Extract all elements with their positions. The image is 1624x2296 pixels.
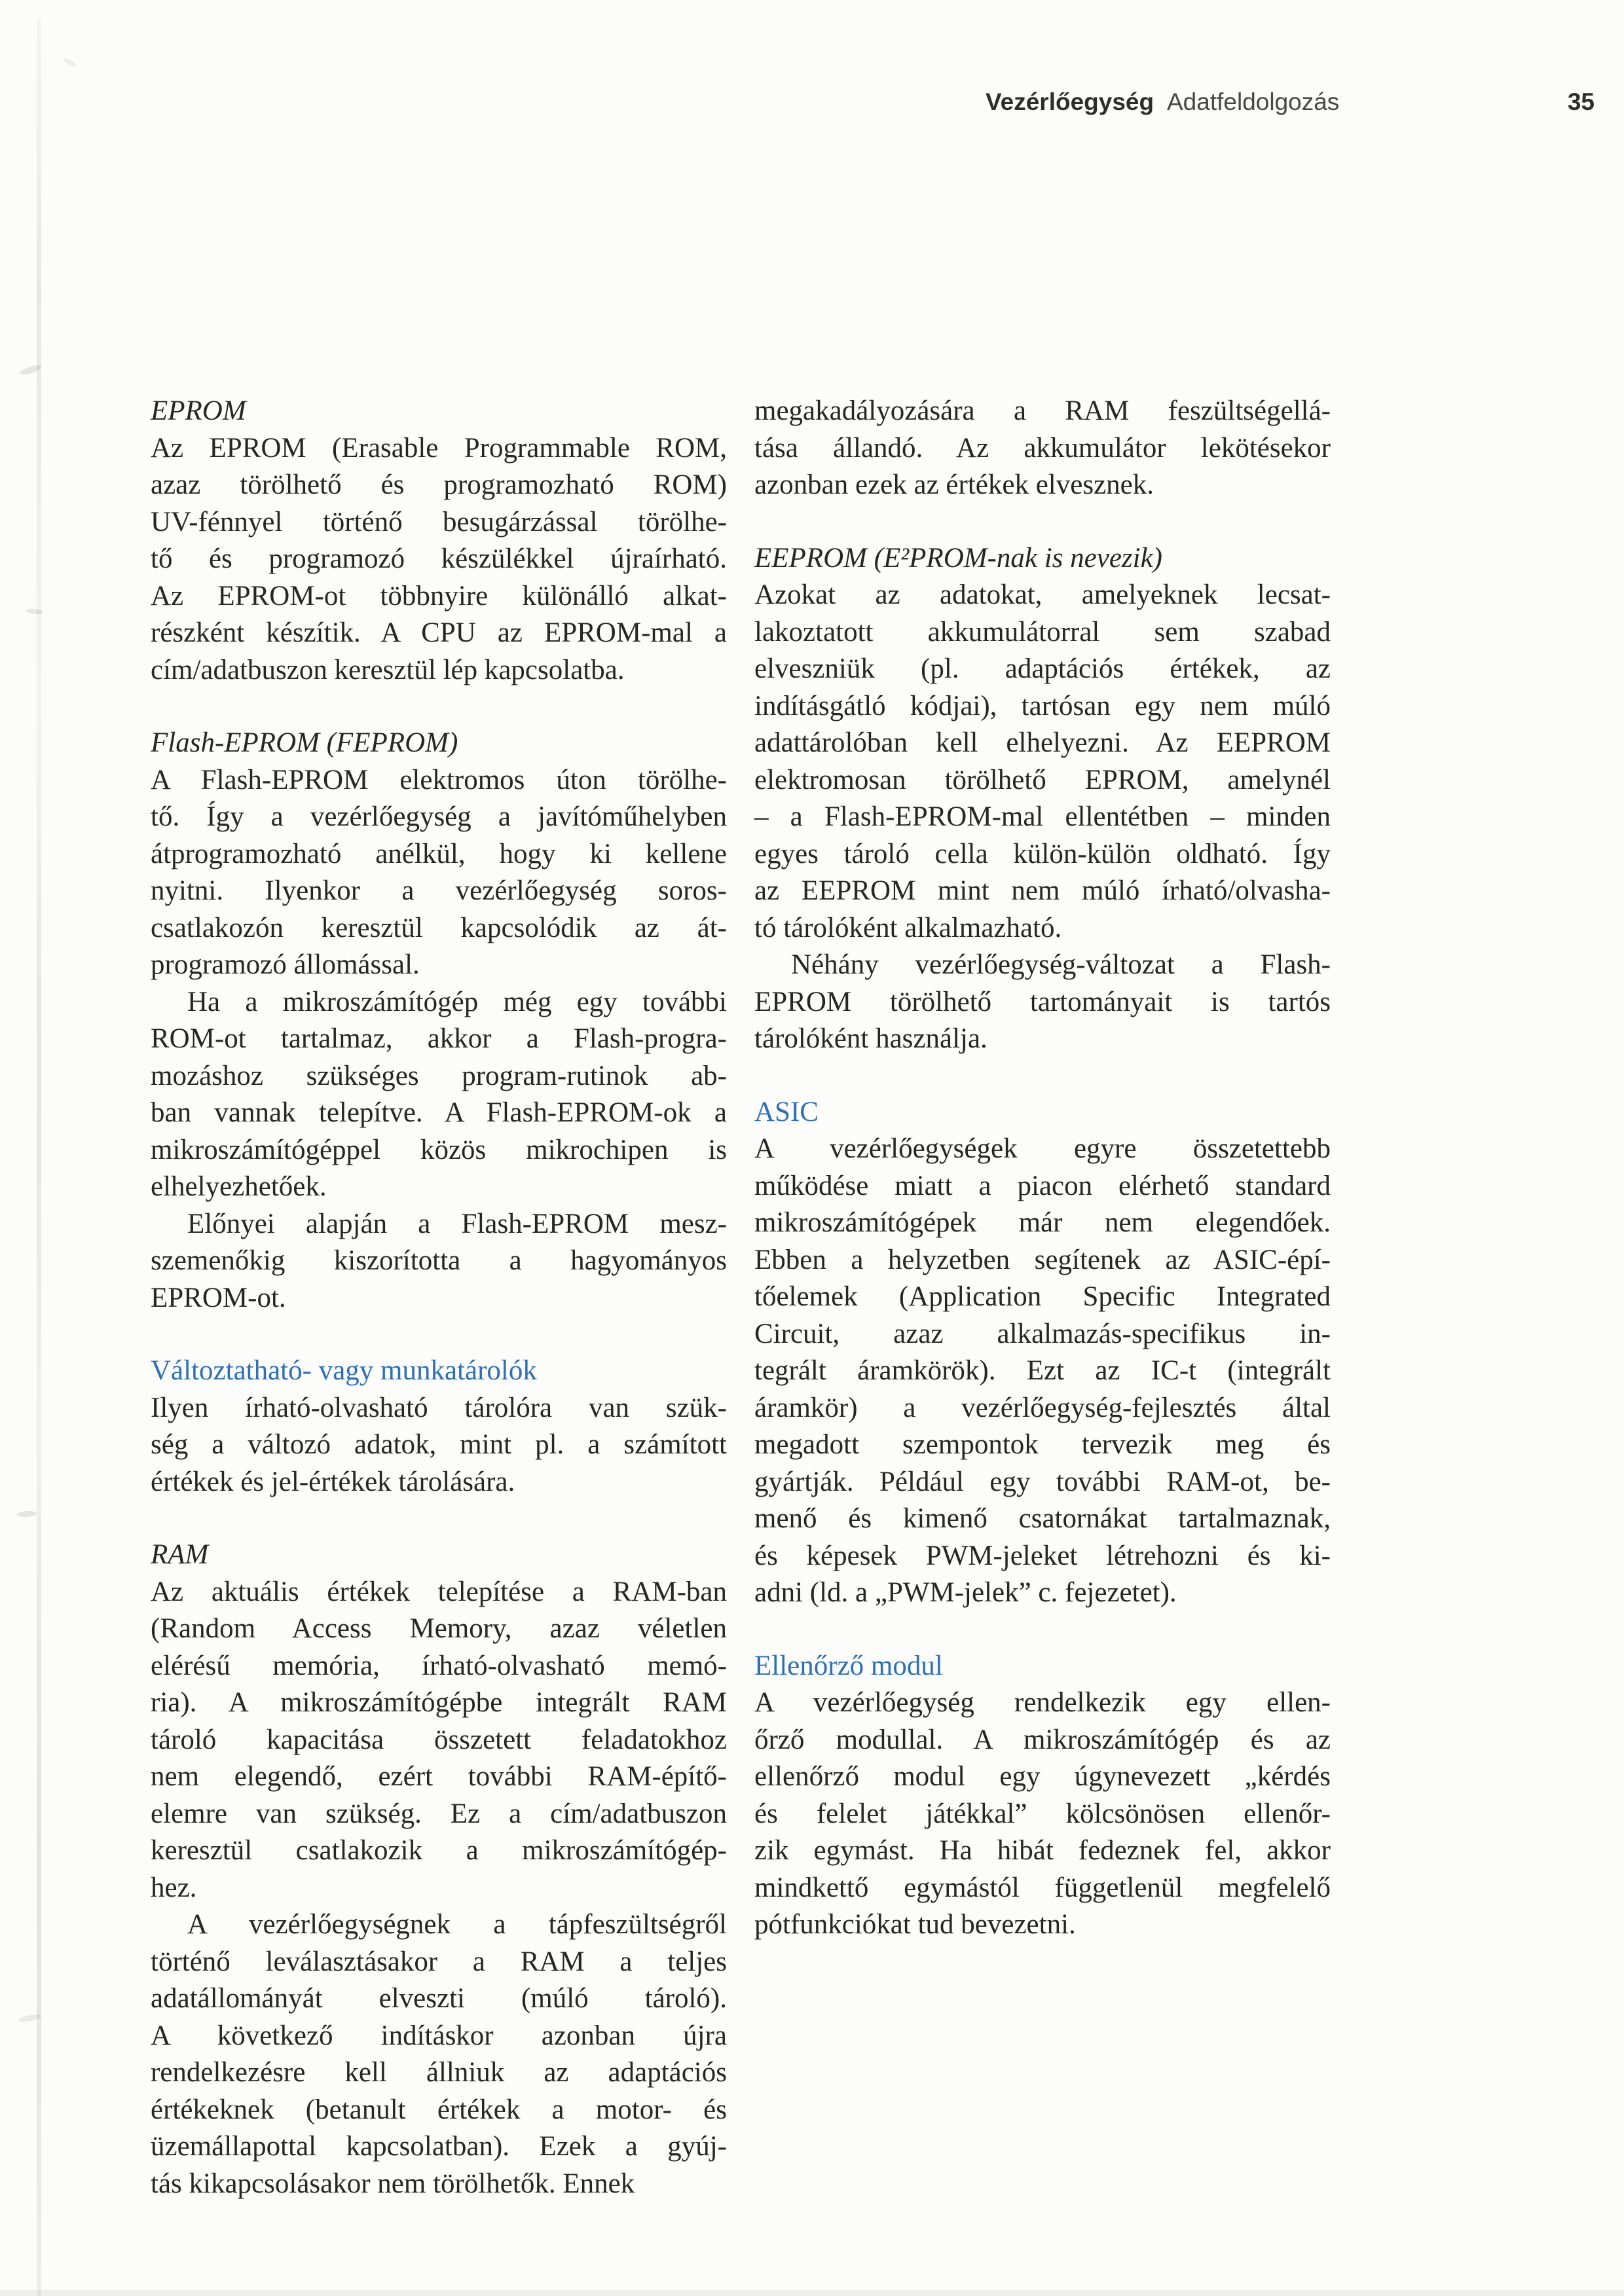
text-line: az EEPROM mint nem múló írható/olvasha-	[754, 875, 1331, 906]
scan-smudge-artifact	[17, 1510, 37, 1518]
text-line: adatállományát elveszti (múló tároló).	[151, 1983, 727, 2014]
text-line: mikroszámítógéppel közös mikrochipen is	[151, 1134, 727, 1165]
text-section	[754, 393, 1331, 504]
text-section	[151, 1353, 727, 1501]
text-line: tő. Így a vezérlőegység a javítóműhelyben	[151, 801, 727, 832]
text-line: UV-fénnyel történő besugárzással törölhe-	[151, 506, 727, 538]
text-line: csatlakozón keresztül kapcsolódik az át-	[151, 912, 727, 943]
text-line: ség a változó adatok, mint pl. a számított	[151, 1429, 727, 1460]
paragraph	[754, 393, 1331, 504]
header-chapter-title: Vezérlőegység	[986, 88, 1154, 115]
text-line: gyártják. Például egy további RAM-ot, be-	[754, 1466, 1331, 1497]
text-line: menő és kimenő csatornákat tartalmaznak,	[754, 1503, 1331, 1534]
text-line: pótfunkciókat tud bevezetni.	[754, 1909, 1076, 1940]
scan-bottom-edge-artifact	[0, 2290, 1624, 2296]
text-line: elektromosan törölhető EPROM, amelynél	[754, 764, 1331, 795]
section-heading: Változtatható- vagy munkatárolók	[151, 1355, 537, 1386]
text-line: EPROM törölhető tartományait is tartós	[754, 986, 1331, 1017]
text-line: értékek és jel-értékek tárolására.	[151, 1466, 515, 1497]
paragraph	[754, 947, 1331, 1058]
text-line: Ilyen írható-olvasható tárolóra van szük-	[151, 1392, 727, 1423]
text-line: azaz törölhető és programozható ROM)	[151, 469, 727, 500]
text-line: (Random Access Memory, azaz véletlen	[151, 1613, 727, 1644]
paragraph	[151, 984, 727, 1206]
text-line: elérésű memória, írható-olvasható memó-	[151, 1650, 727, 1681]
text-line: Az aktuális értékek telepítése a RAM-ban	[151, 1576, 727, 1607]
section-heading: Ellenőrző modul	[754, 1650, 943, 1681]
text-line: nyitni. Ilyenkor a vezérlőegység soros-	[151, 875, 727, 906]
text-line: mindkettő egymástól függetlenül megfelelő	[754, 1872, 1331, 1903]
text-line: programozó állomással.	[151, 949, 420, 980]
text-section	[151, 393, 727, 689]
text-line: hez.	[151, 1872, 197, 1903]
running-header	[0, 86, 1624, 126]
text-line: tó tárolóként alkalmazható.	[754, 912, 1062, 943]
paragraph	[151, 430, 727, 689]
section-heading: Flash-EPROM (FEPROM)	[151, 727, 458, 758]
text-line: mozáshoz szükséges program-rutinok ab-	[151, 1060, 727, 1091]
text-line: A vezérlőegységek egyre összetettebb	[754, 1133, 1331, 1164]
text-line: lakoztatott akkumulátorral sem szabad	[754, 616, 1331, 647]
text-line: tő és programozó készülékkel újraírható.	[151, 543, 727, 574]
section-heading: EPROM	[151, 395, 246, 426]
text-line: őrző modullal. A mikroszámítógép és az	[754, 1724, 1331, 1755]
text-line: részként készítik. A CPU az EPROM-mal a	[151, 617, 727, 648]
text-line: Azokat az adatokat, amelyeknek lecsat-	[754, 579, 1331, 610]
text-line: megakadályozására a RAM feszültségellá-	[754, 395, 1331, 426]
text-line: és képesek PWM-jeleket létrehozni és ki-	[754, 1540, 1331, 1571]
text-line: ban vannak telepítve. A Flash-EPROM-ok a	[151, 1097, 727, 1128]
paragraph	[151, 1574, 727, 1907]
text-line: tőelemek (Application Specific Integrated	[754, 1281, 1331, 1312]
paragraph	[151, 762, 727, 984]
paragraph	[754, 577, 1331, 947]
text-line: azonban ezek az értékek elvesznek.	[754, 469, 1154, 500]
text-line: adattárolóban kell elhelyezni. Az EEPROM	[754, 727, 1331, 758]
text-line: ria). A mikroszámítógépbe integrált RAM	[151, 1687, 727, 1718]
text-line: üzemállapottal kapcsolatban). Ezek a gyúj-	[151, 2131, 727, 2162]
text-line: ROM-ot tartalmaz, akkor a Flash-progra-	[151, 1023, 727, 1054]
text-line: elhelyezhetőek.	[151, 1171, 327, 1202]
text-section	[754, 1094, 1331, 1612]
text-column-left	[151, 393, 727, 2202]
text-line: Előnyei alapján a Flash-EPROM mesz-	[187, 1208, 727, 1239]
text-line: nem elegendő, ezért további RAM-építő-	[151, 1761, 727, 1792]
text-line: Circuit, azaz alkalmazás-specifikus in-	[754, 1318, 1331, 1349]
text-line: elemre van szükség. Ez a cím/adatbuszon	[151, 1798, 727, 1829]
text-line: Ha a mikroszámítógép még egy további	[187, 986, 727, 1017]
paragraph	[151, 1390, 727, 1501]
section-heading: RAM	[151, 1539, 209, 1570]
text-line: A vezérlőegységnek a tápfeszültségről	[187, 1909, 727, 1940]
text-line: cím/adatbuszon keresztül lép kapcsolatba.	[151, 654, 625, 685]
text-line: zik egymást. Ha hibát fedeznek fel, akkor	[754, 1835, 1331, 1866]
text-line: rendelkezésre kell állniuk az adaptációs	[151, 2057, 727, 2088]
paragraph	[754, 1685, 1331, 1944]
text-line: keresztül csatlakozik a mikroszámítógép-	[151, 1835, 727, 1866]
text-line: átprogramozható anélkül, hogy ki kellene	[151, 838, 727, 869]
section-heading: EEPROM (E²PROM-nak is nevezik)	[754, 542, 1162, 574]
text-line: mikroszámítógépek már nem elegendőek.	[754, 1207, 1331, 1238]
text-line: ellenőrző modul egy úgynevezett „kérdés	[754, 1761, 1331, 1792]
text-line: szemenőkig kiszorította a hagyományos	[151, 1245, 727, 1276]
text-line: történő leválasztásakor a RAM a teljes	[151, 1946, 727, 1977]
header-section-title: Adatfeldolgozás	[1167, 88, 1340, 115]
scan-binding-artifact	[37, 18, 41, 2296]
text-line: adni (ld. a „PWM-jelek” c. fejezetet).	[754, 1577, 1177, 1608]
text-line: Az EPROM-ot többnyire különálló alkat-	[151, 580, 727, 611]
text-line: EPROM-ot.	[151, 1282, 286, 1313]
scan-smudge-artifact	[63, 57, 78, 68]
text-line: A következő indításkor azonban újra	[151, 2020, 727, 2051]
text-section	[754, 1648, 1331, 1944]
text-line: Néhány vezérlőegység-változat a Flash-	[791, 949, 1331, 980]
text-line: tároló kapacitása összetett feladatokhoz	[151, 1724, 727, 1755]
text-section	[151, 1537, 727, 2202]
text-line: tegrált áramkörök). Ezt az IC-t (integrált	[754, 1355, 1331, 1386]
paragraph	[754, 1131, 1331, 1612]
text-line: tása állandó. Az akkumulátor lekötésekor	[754, 432, 1331, 464]
section-heading: ASIC	[754, 1096, 819, 1127]
text-section	[151, 725, 727, 1317]
paragraph	[151, 1206, 727, 1317]
text-line: áramkör) a vezérlőegység-fejlesztés által	[754, 1392, 1331, 1423]
text-line: megadott szempontok tervezik meg és	[754, 1429, 1331, 1460]
text-column-right	[754, 393, 1331, 1944]
text-line: Ebben a helyzetben segítenek az ASIC-épí-	[754, 1244, 1331, 1275]
text-line: elveszniük (pl. adaptációs értékek, az	[754, 653, 1331, 684]
text-line: működése miatt a piacon elérhető standard	[754, 1170, 1331, 1201]
page-number: 35	[1567, 88, 1595, 115]
text-line: egyes tároló cella külön-külön oldható. Így	[754, 838, 1331, 869]
text-line: indításgátló kódjai), tartósan egy nem múló	[754, 690, 1331, 721]
text-line: és felelet játékkal” kölcsönösen ellenőr-	[754, 1798, 1331, 1829]
text-line: – a Flash-EPROM-mal ellentétben – minden	[754, 801, 1331, 832]
text-line: A Flash-EPROM elektromos úton törölhe-	[151, 764, 727, 795]
text-section	[754, 540, 1331, 1058]
paragraph	[151, 1906, 727, 2202]
text-line: értékeknek (betanult értékek a motor- és	[151, 2094, 727, 2125]
text-line: tás kikapcsolásakor nem törölhetők. Ennek	[151, 2168, 635, 2199]
text-line: tárolóként használja.	[754, 1023, 987, 1054]
text-line: A vezérlőegység rendelkezik egy ellen-	[754, 1687, 1331, 1718]
text-line: Az EPROM (Erasable Programmable ROM,	[151, 432, 727, 464]
